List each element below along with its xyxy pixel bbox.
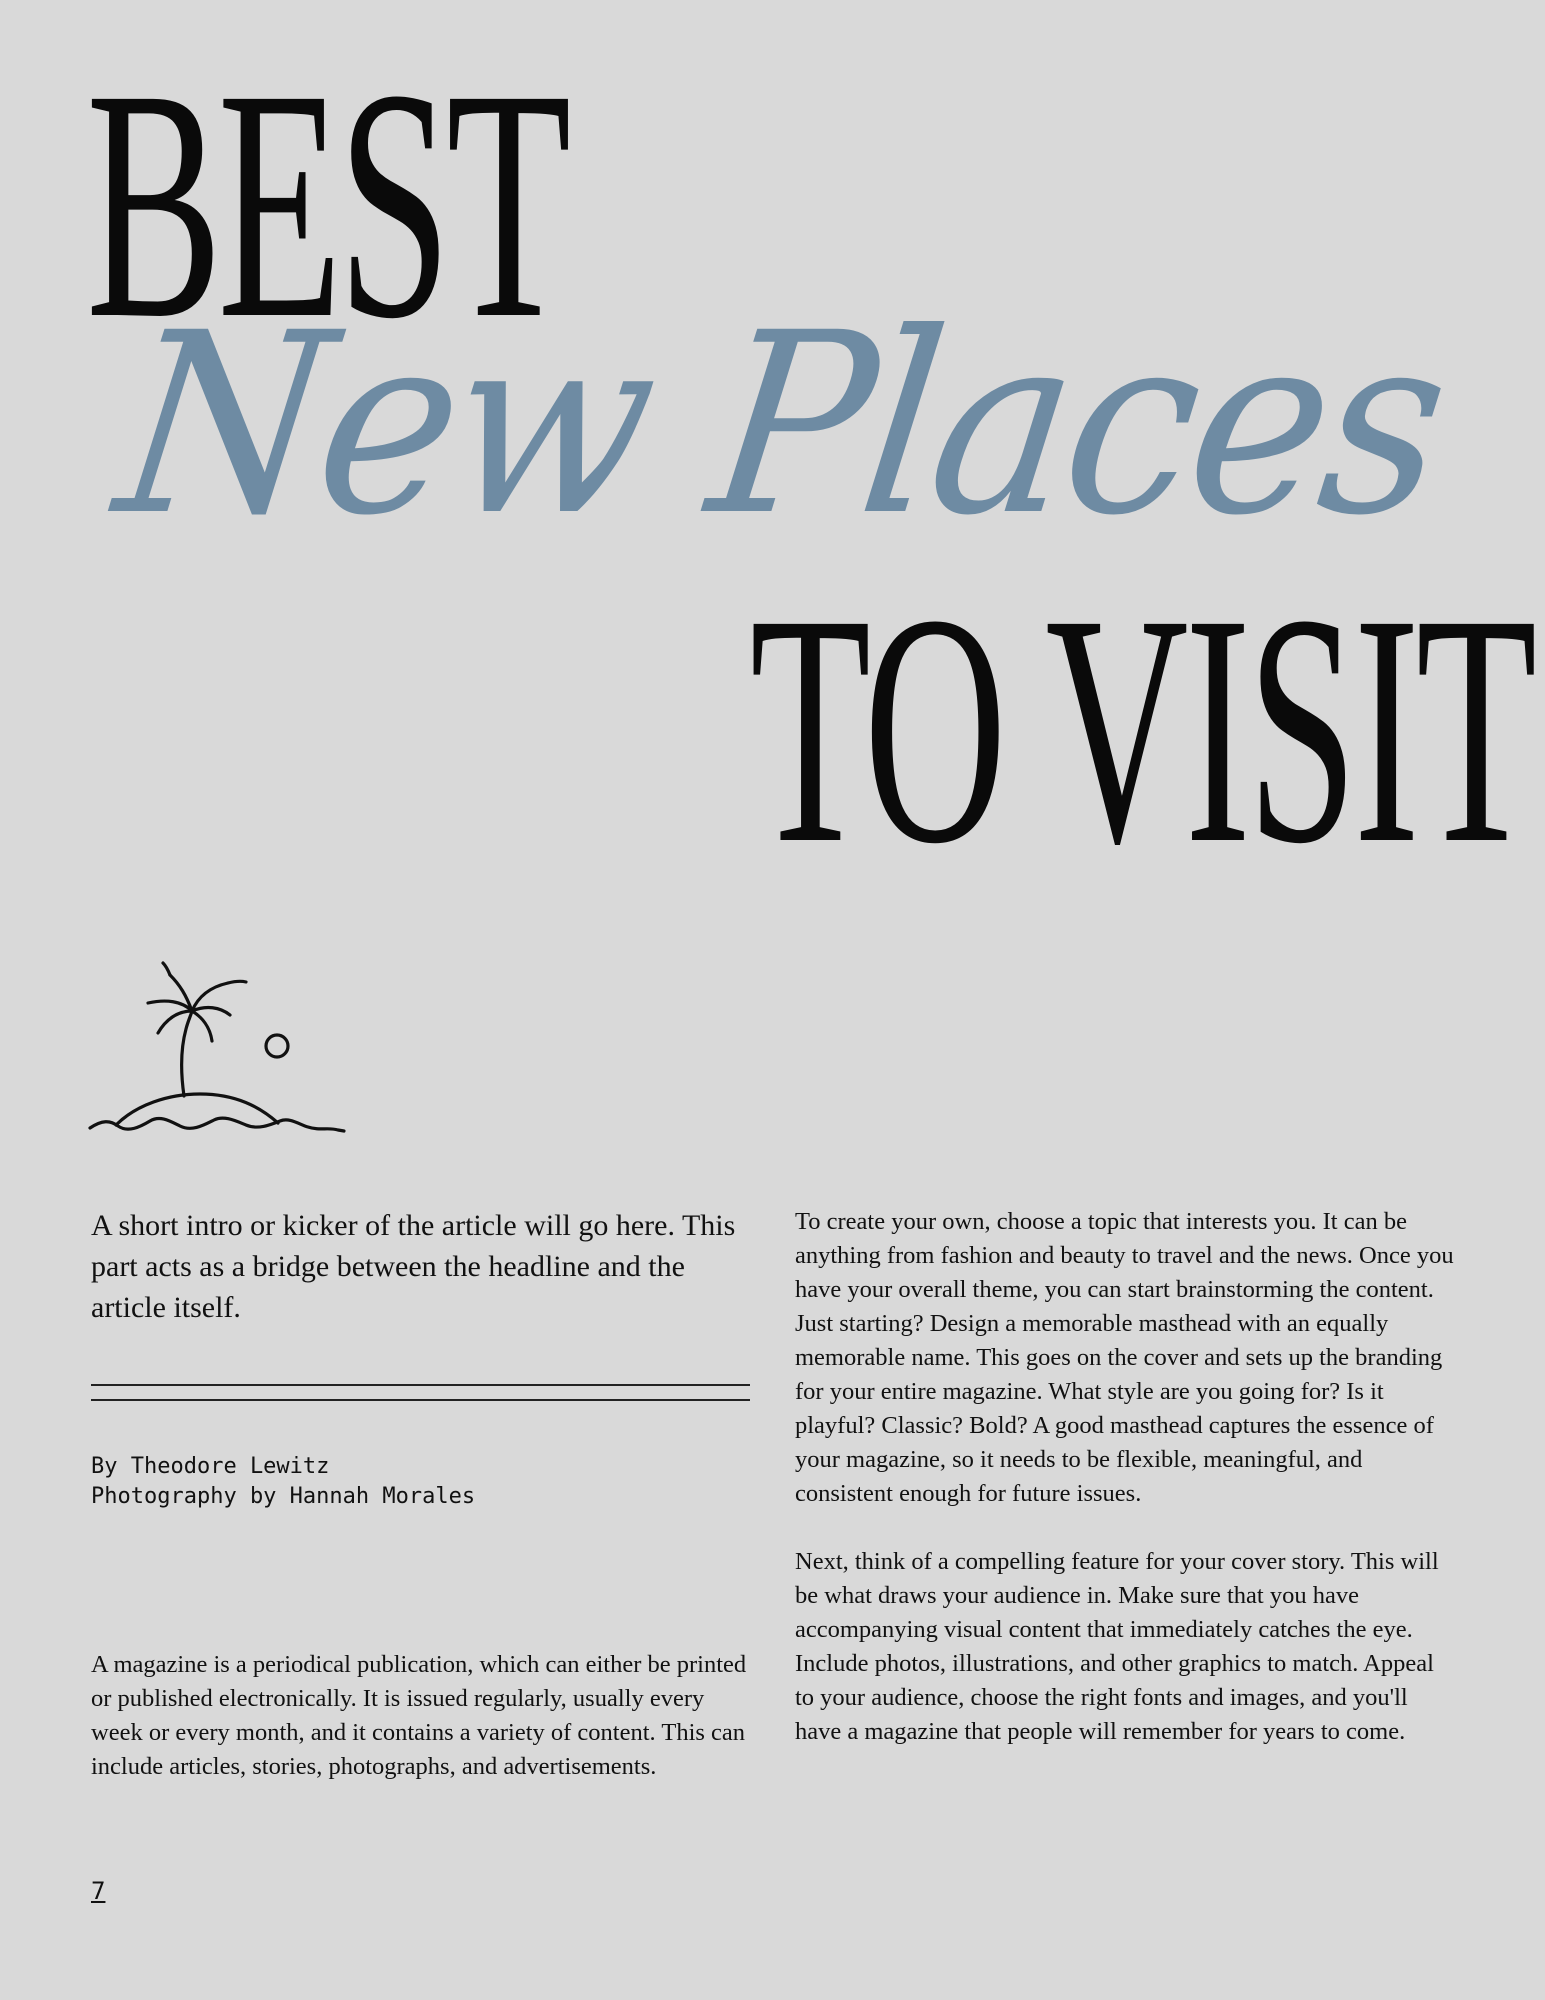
divider-line-bottom bbox=[91, 1399, 750, 1401]
body-left-paragraph: A magazine is a periodical publication, which can either be printed or published electronically. It is issued regularly, usually every week or every month, and it contains a variety of content. This can include articles, stories, photographs, and advertisements. bbox=[91, 1651, 747, 1780]
palm-island-icon bbox=[88, 955, 348, 1140]
palm-frond bbox=[170, 975, 192, 1011]
body-right-paragraph-1: To create your own, choose a topic that interests you. It can be anything from fashion and beauty to travel and the news. Once you have your overall theme, you can start brainstorming the content. Just starting? Design a memorable masthead with an equally memorable name. This goes on the cover and sets up the branding for your entire magazine. What style are you going for? Is it playful? Classic? Bold? A good masthead captures the essence of your magazine, so it needs to be flexible, meaningful, and consistent enough for future issues. bbox=[795, 1208, 1454, 1507]
wave-line bbox=[90, 1118, 344, 1131]
palm-frond bbox=[148, 1001, 192, 1011]
byline bbox=[91, 1452, 475, 1512]
article-kicker: A short intro or kicker of the article will go here. This part acts as a bridge between the headline and the article itself. bbox=[91, 1209, 736, 1324]
palm-trunk bbox=[182, 1011, 192, 1096]
page-number: 7 bbox=[91, 1877, 106, 1905]
byline-author: By Theodore Lewitz bbox=[91, 1454, 330, 1479]
headline-script-new-places: New Places bbox=[104, 279, 1458, 570]
body-left-column bbox=[91, 1648, 761, 1784]
divider-line-top bbox=[91, 1384, 750, 1386]
headline-to-visit: TO VISIT bbox=[750, 547, 1534, 912]
headline-best: BEST bbox=[86, 22, 567, 387]
body-right-paragraph-2: Next, think of a compelling feature for your cover story. This will be what draws your audience in. Make sure that you have accompanying visual content that immediately catches the eye. Include photos, illustrations, and other graphics to match. Appeal to your audience, choose the right fonts and images, and you'll have a magazine that people will remember for years to come. bbox=[795, 1548, 1439, 1745]
island-mound bbox=[116, 1094, 278, 1125]
palm-frond bbox=[192, 1011, 212, 1041]
body-right-column bbox=[795, 1205, 1455, 1749]
byline-photography: Photography by Hannah Morales bbox=[91, 1484, 476, 1509]
sun-circle bbox=[266, 1035, 288, 1057]
